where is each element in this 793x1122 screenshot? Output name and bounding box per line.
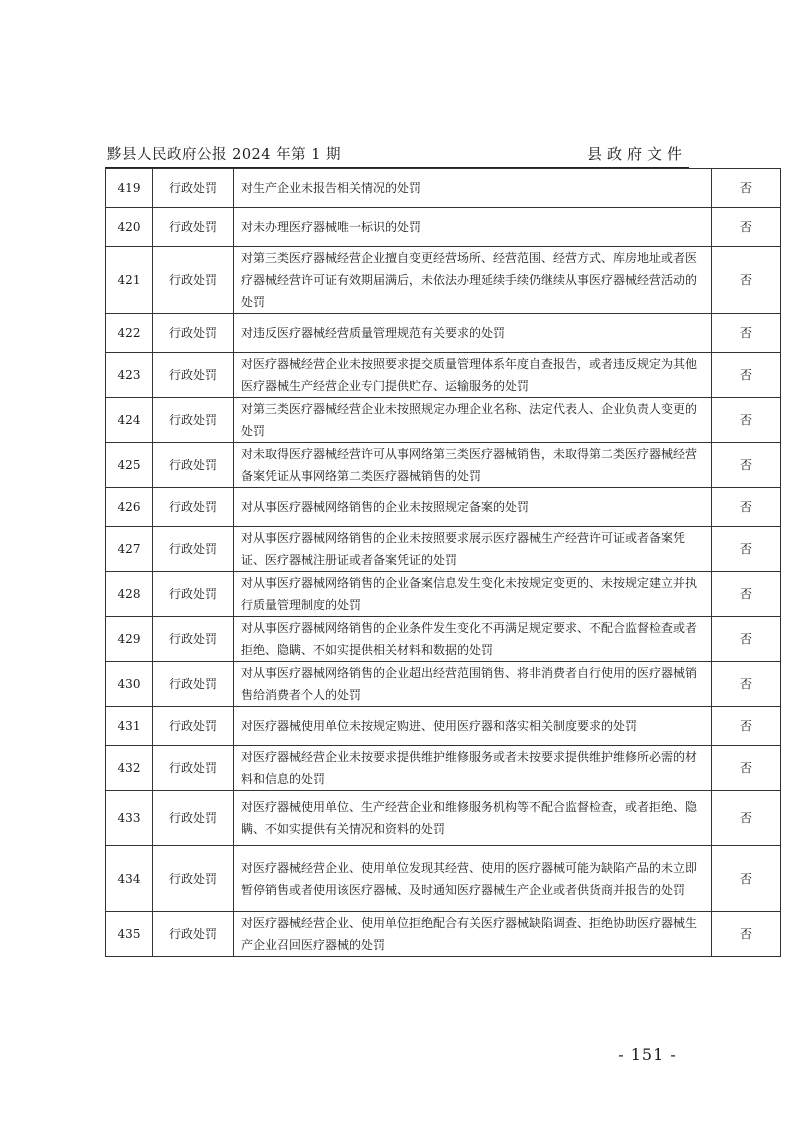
- power-item-name: 对医疗器械经营企业未按照要求提交质量管理体系年度自查报告，或者违反规定为其他医疗器械生产经营企业专门提供贮存、运输服务的处罚: [234, 353, 712, 398]
- page-number: - 151 -: [618, 1045, 677, 1064]
- power-type: 行政处罚: [153, 488, 234, 527]
- power-list-table: [105, 168, 781, 957]
- row-number: 435: [106, 912, 153, 957]
- table-row: [106, 398, 781, 443]
- table-row: [106, 746, 781, 791]
- row-number: 425: [106, 443, 153, 488]
- power-item-name: 对从事医疗器械网络销售的企业未按照要求展示医疗器械生产经营许可证或者备案凭证、医疗器械注册证或者备案凭证的处罚: [234, 527, 712, 572]
- table-row: [106, 169, 781, 208]
- flag-cell: 否: [712, 314, 781, 353]
- flag-cell: 否: [712, 169, 781, 208]
- table-row: [106, 527, 781, 572]
- power-item-name: 对从事医疗器械网络销售的企业未按照规定备案的处罚: [234, 488, 712, 527]
- power-type: 行政处罚: [153, 617, 234, 662]
- power-item-name: 对未办理医疗器械唯一标识的处罚: [234, 208, 712, 247]
- table-row: [106, 208, 781, 247]
- power-type: 行政处罚: [153, 208, 234, 247]
- row-number: 424: [106, 398, 153, 443]
- row-number: 422: [106, 314, 153, 353]
- flag-cell: 否: [712, 443, 781, 488]
- row-number: 434: [106, 846, 153, 912]
- row-number: 427: [106, 527, 153, 572]
- power-type: 行政处罚: [153, 846, 234, 912]
- power-type: 行政处罚: [153, 662, 234, 707]
- flag-cell: 否: [712, 247, 781, 314]
- row-number: 423: [106, 353, 153, 398]
- row-number: 428: [106, 572, 153, 617]
- flag-cell: 否: [712, 707, 781, 746]
- power-item-name: 对未取得医疗器械经营许可从事网络第三类医疗器械销售，未取得第二类医疗器械经营备案凭证从事网络第二类医疗器械销售的处罚: [234, 443, 712, 488]
- flag-cell: 否: [712, 846, 781, 912]
- power-item-name: 对医疗器械经营企业未按要求提供维护维修服务或者未按要求提供维护维修所必需的材料和信息的处罚: [234, 746, 712, 791]
- power-type: 行政处罚: [153, 746, 234, 791]
- flag-cell: 否: [712, 353, 781, 398]
- row-number: 421: [106, 247, 153, 314]
- flag-cell: 否: [712, 527, 781, 572]
- table-row: [106, 791, 781, 846]
- flag-cell: 否: [712, 912, 781, 957]
- flag-cell: 否: [712, 488, 781, 527]
- power-type: 行政处罚: [153, 443, 234, 488]
- power-item-name: 对第三类医疗器械经营企业擅自变更经营场所、经营范围、经营方式、库房地址或者医疗器械经营许可证有效期届满后，未依法办理延续手续仍继续从事医疗器械经营活动的处罚: [234, 247, 712, 314]
- power-type: 行政处罚: [153, 169, 234, 208]
- row-number: 429: [106, 617, 153, 662]
- power-item-name: 对生产企业未报告相关情况的处罚: [234, 169, 712, 208]
- flag-cell: 否: [712, 617, 781, 662]
- table-row: [106, 707, 781, 746]
- table-row: [106, 617, 781, 662]
- table-row: [106, 443, 781, 488]
- power-item-name: 对医疗器械经营企业、使用单位发现其经营、使用的医疗器械可能为缺陷产品的未立即暂停销售或者使用该医疗器械、及时通知医疗器械生产企业或者供货商并报告的处罚: [234, 846, 712, 912]
- table-row: [106, 662, 781, 707]
- row-number: 431: [106, 707, 153, 746]
- table-row: [106, 488, 781, 527]
- row-number: 426: [106, 488, 153, 527]
- flag-cell: 否: [712, 662, 781, 707]
- power-type: 行政处罚: [153, 572, 234, 617]
- flag-cell: 否: [712, 208, 781, 247]
- table-row: [106, 572, 781, 617]
- running-header: [105, 141, 689, 165]
- power-type: 行政处罚: [153, 791, 234, 846]
- power-item-name: 对违反医疗器械经营质量管理规范有关要求的处罚: [234, 314, 712, 353]
- row-number: 419: [106, 169, 153, 208]
- table-row: [106, 912, 781, 957]
- power-type: 行政处罚: [153, 398, 234, 443]
- table-row: [106, 314, 781, 353]
- power-item-name: 对医疗器械使用单位未按规定购进、使用医疗器和落实相关制度要求的处罚: [234, 707, 712, 746]
- flag-cell: 否: [712, 572, 781, 617]
- power-item-name: 对第三类医疗器械经营企业未按照规定办理企业名称、法定代表人、企业负责人变更的处罚: [234, 398, 712, 443]
- flag-cell: 否: [712, 791, 781, 846]
- power-type: 行政处罚: [153, 912, 234, 957]
- bulletin-title: 黟县人民政府公报 2024 年第 1 期: [107, 147, 342, 163]
- power-type: 行政处罚: [153, 707, 234, 746]
- power-item-name: 对医疗器械使用单位、生产经营企业和维修服务机构等不配合监督检查，或者拒绝、隐瞒、不如实提供有关情况和资料的处罚: [234, 791, 712, 846]
- row-number: 432: [106, 746, 153, 791]
- section-label: 县政府文件: [586, 145, 687, 163]
- power-type: 行政处罚: [153, 353, 234, 398]
- power-type: 行政处罚: [153, 247, 234, 314]
- power-type: 行政处罚: [153, 527, 234, 572]
- flag-cell: 否: [712, 746, 781, 791]
- table-row: [106, 353, 781, 398]
- row-number: 420: [106, 208, 153, 247]
- row-number: 430: [106, 662, 153, 707]
- table-row: [106, 247, 781, 314]
- power-item-name: 对从事医疗器械网络销售的企业超出经营范围销售、将非消费者自行使用的医疗器械销售给消费者个人的处罚: [234, 662, 712, 707]
- power-item-name: 对医疗器械经营企业、使用单位拒绝配合有关医疗器械缺陷调查、拒绝协助医疗器械生产企业召回医疗器械的处罚: [234, 912, 712, 957]
- power-item-name: 对从事医疗器械网络销售的企业条件发生变化不再满足规定要求、不配合监督检查或者拒绝、隐瞒、不如实提供相关材料和数据的处罚: [234, 617, 712, 662]
- row-number: 433: [106, 791, 153, 846]
- table-row: [106, 846, 781, 912]
- power-type: 行政处罚: [153, 314, 234, 353]
- power-item-name: 对从事医疗器械网络销售的企业备案信息发生变化未按规定变更的、未按规定建立并执行质量管理制度的处罚: [234, 572, 712, 617]
- flag-cell: 否: [712, 398, 781, 443]
